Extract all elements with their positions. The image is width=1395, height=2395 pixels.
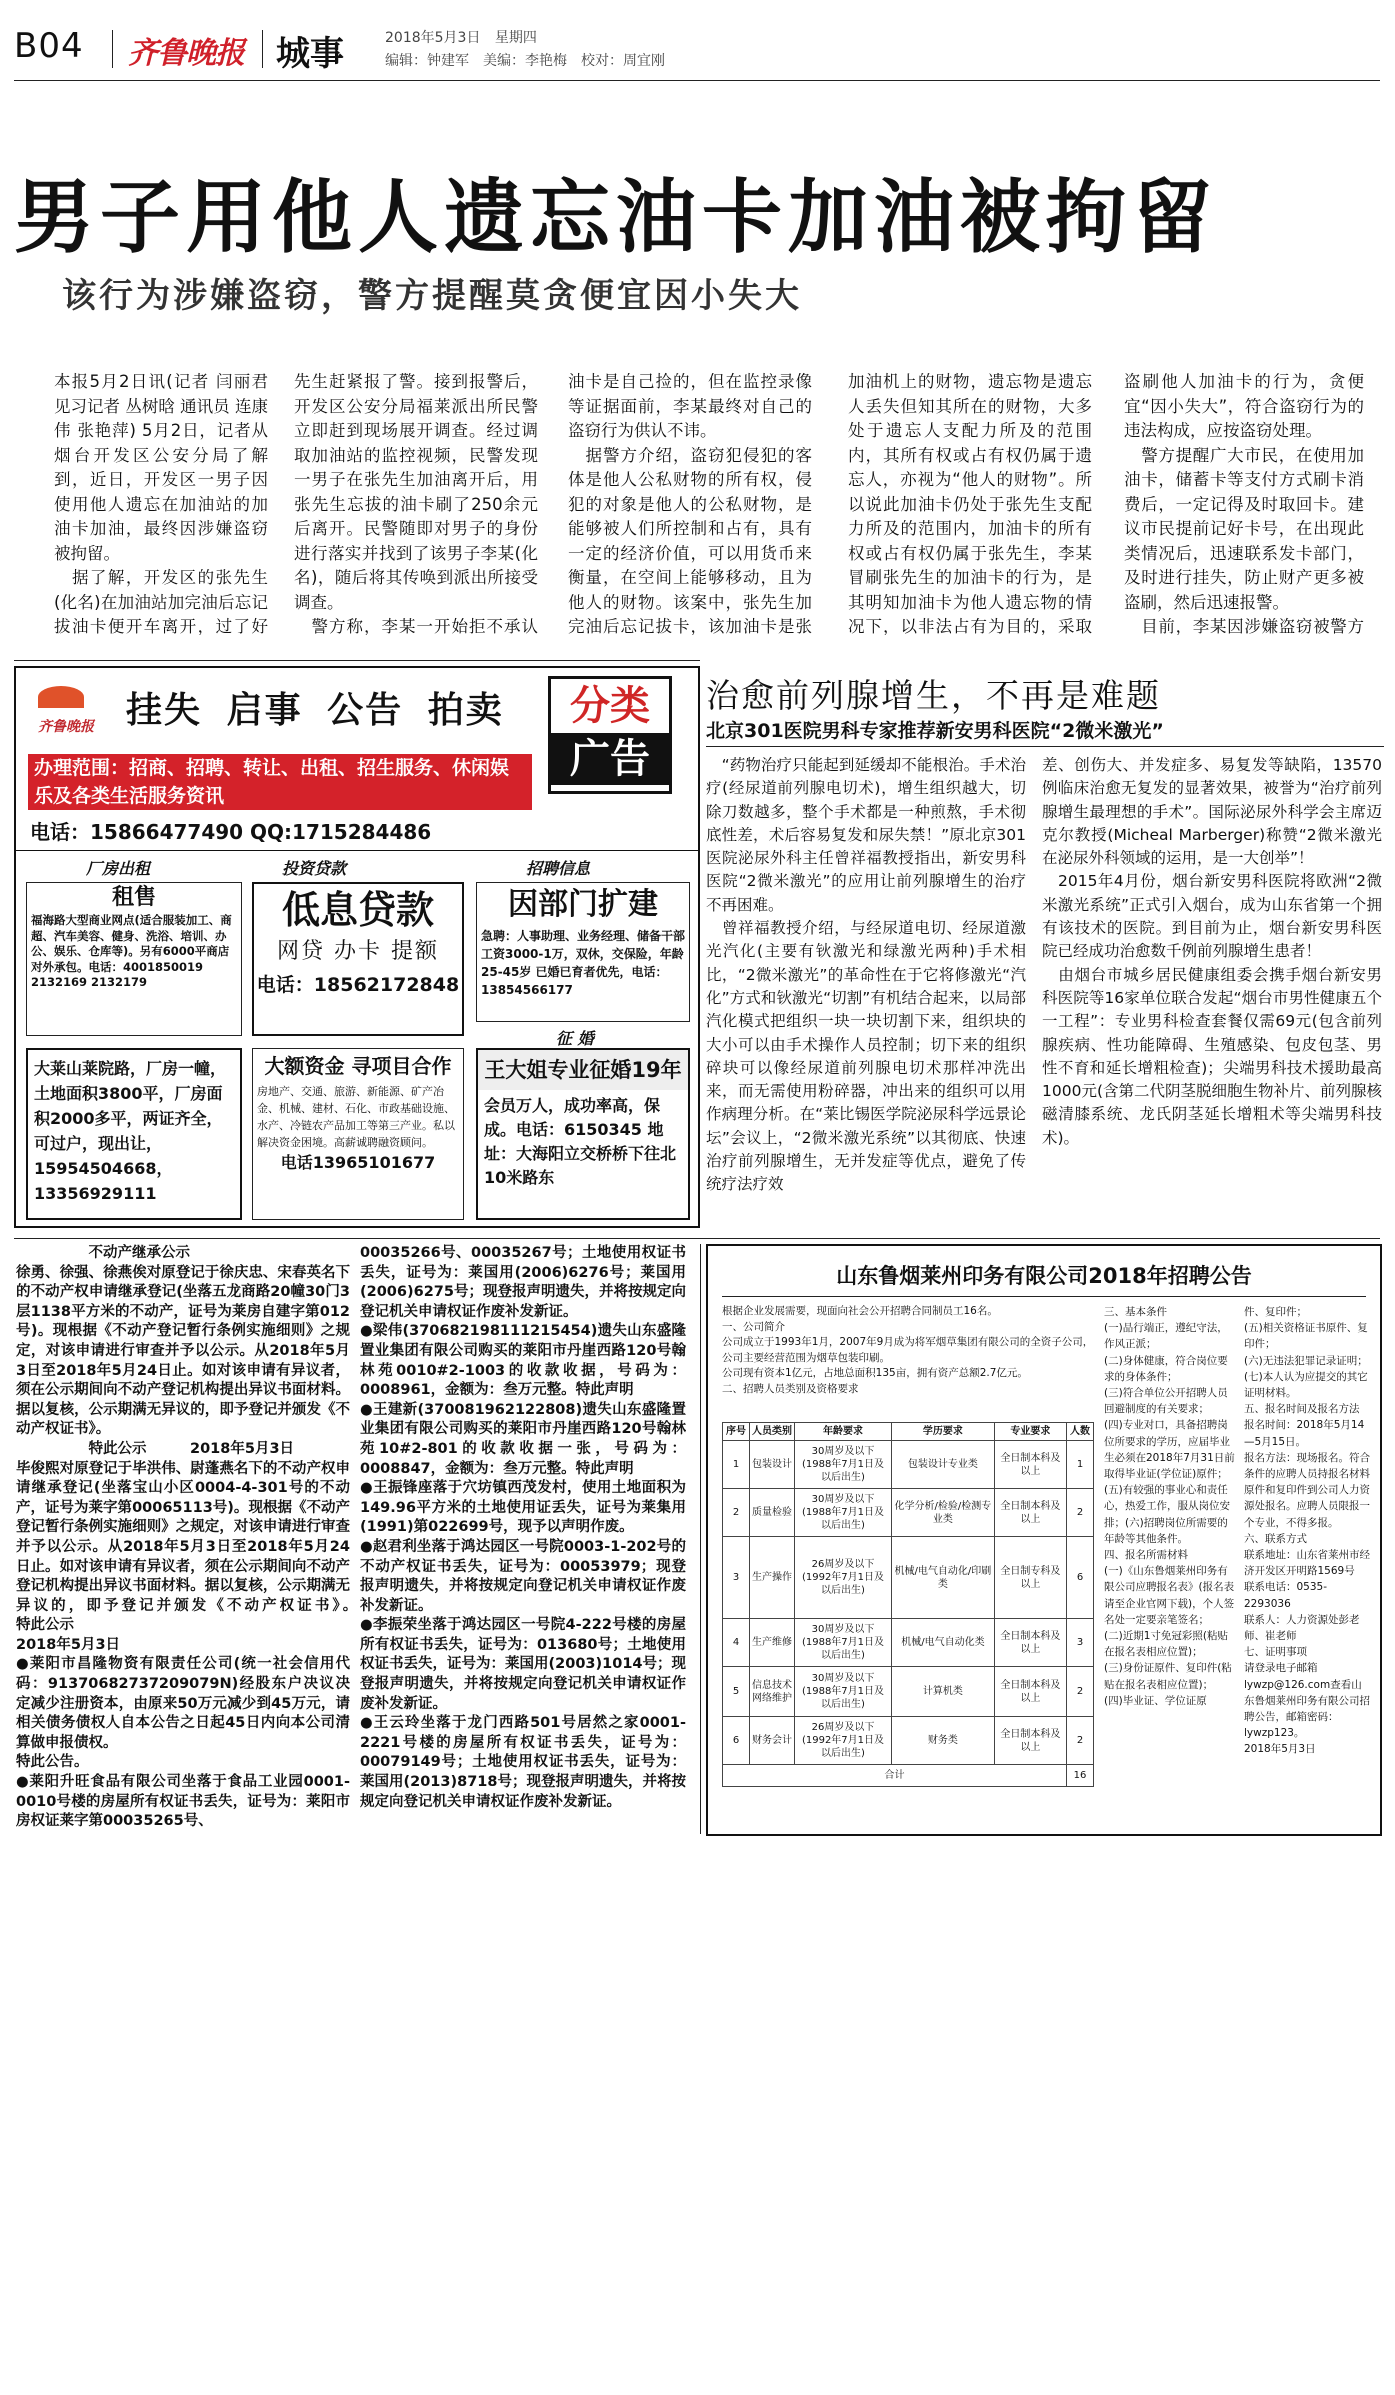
ad-rent-title: 租售 [111, 885, 156, 910]
health-title: 治愈前列腺增生，不再是难题 [706, 676, 1161, 715]
ad-loan-phone: 电话：18562172848 [256, 974, 460, 996]
recruit-col-2: 三、基本条件 (一)品行端正，遵纪守法，作风正派； (二)身体健康，符合岗位要求的身体条件； (三)符合单位公开招聘人员回避制度的有关要求； (四)专业对口，具备招聘岗位所要求的学历，应届毕业生必须在2018年7月31日前取得毕业证(学位证)原件； (五)有较强的事业心和责任心，热爱工作，服从岗位安排；(六)招聘岗位所需要的年龄等其他条件。 四、报名所需材料 (一)《山东鲁烟莱州印务有限公司应聘报名表》(报名表请至企业官网下载)，个人签名处一定要亲笔签名； (二)近期1寸免冠彩照(粘贴在报名表相应位置)； (三)身份证原件、复印件(粘贴在报名表相应位置)； (四)毕业证、学位证原 [1104, 1306, 1235, 1707]
cell: 全日制本科及以上 [994, 1619, 1066, 1667]
ad-fund-text: 房地产、交通、旅游、新能源、矿产冶金、机械、建材、石化、市政基础设施、水产、冷链农产品加工等第三产业。私以解决资金困境。高薪诚聘融资顾问。 [257, 1085, 455, 1149]
cell: 全日制本科及以上 [994, 1717, 1066, 1765]
cell: 全日制本科及以上 [994, 1489, 1066, 1537]
category-badge [548, 676, 672, 794]
recruit-title: 山东鲁烟莱州印务有限公司2018年招聘公告 [836, 1264, 1252, 1288]
cell: 30周岁及以下(1988年7月1日及以后出生) [795, 1441, 892, 1489]
cell: 1 [723, 1441, 750, 1489]
cell: 计算机类 [892, 1667, 995, 1717]
cat-loan: 投资贷款 [282, 859, 347, 878]
cat-marry: 征 婚 [556, 1029, 594, 1048]
cell: 全日制本科及以上 [994, 1667, 1066, 1717]
cell: 2 [1067, 1667, 1094, 1717]
cell: 机械/电气自动化/印刷类 [892, 1537, 995, 1619]
table-total-row [723, 1765, 1094, 1787]
cell: 生产维修 [750, 1619, 795, 1667]
ad-fund-phone: 电话13965101677 [280, 1153, 436, 1172]
health-col-1: “药物治疗只能起到延缓却不能根治。手术治疗(经尿道前列腺电切术)，增生组织越大，切除刀数越多，整个手术都是一种煎熬，手术彻底性差，术后容易复发和尿失禁！”原北京301医院泌尿外科主任曾祥福教授指出，新安男科医院“2微米激光”的应用让前列腺增生的治疗不再困难。 曾祥福教授介绍，与经尿道电切、经尿道激光汽化(主要有钬激光和绿激光两种)手术相比，“2微米激光”的革命性在于它将修激光“汽化”方式和钬激光“切割”有机结合起来，以局部汽化模式把组织一块一块切割下来，组织块的大小可以由手术操作人员控制；切下来的组织碎块可以像经尿道前列腺电切术那样冲洗出来，而无需使用粉碎器，冲出来的组织可以用作病理分析。在“莱比锡医学院泌尿科学远景论坛”会议上，“2微米激光系统”以其彻底、快速治疗前列腺增生，无并发症等优点，避免了传统疗法疗效 [706, 756, 1026, 1194]
lead-col-1: 本报5月2日讯(记者 闫丽君 见习记者 丛树晗 通讯员 连康伟 张艳萍) 5月2日，记者从烟台开发区公安分局了解到，近日，开发区一男子因使用他人遗忘在加油站的加油卡加油，最终因涉嫌盗窃被拘留。 据了解，开发区的张先生(化名)在加油站加完油后忘记拔油卡便开车离开，过了好 [54, 372, 268, 635]
ad-marriage-title: 王大姐专业征婚19年 [478, 1050, 688, 1090]
cell: 信息技术网络维护 [750, 1667, 795, 1717]
banner-word-1: 挂失 [126, 690, 203, 731]
ads-banner [126, 682, 504, 733]
health-subtitle: 北京301医院男科专家推荐新安男科医院“2微米激光” [706, 720, 1164, 742]
cell: 财务类 [892, 1717, 995, 1765]
ad-job-text: 急聘：人事助理、业务经理、储备干部 工资3000-1万，双休，交保险，年龄25-45岁 已婚已育者优先，电话：13854566177 [481, 929, 686, 997]
lead-col-3: 油卡是自己捡的，但在监控录像等证据面前，李某最终对自己的盗窃行为供认不讳。 据警方介绍，盗窃犯侵犯的客体是他人公私财物的所有权，侵犯的对象是他人的公私财物，是能够被人们所控制和占有，具有一定的经济价值，可以用货币来衡量，在空间上能够移动，且为他人的财物。该案中，张先生加完油后忘记拔卡，该加油卡是张 [568, 372, 812, 635]
cell: 化学分析/检验/检测专业类 [892, 1489, 995, 1537]
cell: 2 [1067, 1717, 1094, 1765]
cell: 30周岁及以下(1988年7月1日及以后出生) [795, 1619, 892, 1667]
cell: 6 [723, 1717, 750, 1765]
banner-word-3: 公告 [327, 690, 404, 731]
cell: 2 [723, 1489, 750, 1537]
th-edu: 学历要求 [892, 1423, 995, 1441]
issue-weekday: 星期四 [494, 30, 537, 46]
cell: 5 [723, 1667, 750, 1717]
th-type: 人员类别 [750, 1423, 795, 1441]
notices-col-1: 不动产继承公示 徐勇、徐强、徐燕俟对原登记于徐庆忠、宋春英名下的不动产权申请继承登记(坐落五龙商路20幢30门3层1138平方米的不动产，证号为莱房自建字第012号)。现根据《不动产登记暂行条例实施细则》之规定，对该申请进行审查并予以公示。从2018年5月3日至2018年5月24日止。如对该申请有异议者，须在公示期间向不动产登记机构提出异议书面材料。据以复核，公示期满无异议的，即予登记并颁发《不动产权证书》。 特此公示 2018年5月3日 毕俊熙对原登记于毕洪伟、尉蓬燕名下的不动产权申请继承登记(坐落宝山小区0004-4-301号的不动产，证号为莱字第00065113号)。现根据《不动产登记暂行条例实施细则》之规定，对该申请进行审查并予以公示。从2018年5月3日至2018年5月24日止。如对该申请有异议者，须在公示期间向不动产登记机构提出异议书面材料。据以复核，公示期满无异议的，即予登记并颁发《不动产权证书》。 特此公示 2018年5月3日 ●莱阳市昌隆物资有限责任公司(统一社会信用代码：91370682737209079N)经股东户决议决定减少注册资本，由原来50万元减少到45万元，请相关债务债权人自本公告之日起45日内向本公司清算做申报债权。 特此公告。 ●莱阳升旺食品有限公司坐落于食品工业园0001-0010号楼的房屋所有权证书丢失，证号为：莱阳市房权证莱字第00035265号、 [16, 1245, 350, 1830]
recruit-col-3: 件、复印件； (五)相关资格证书原件、复印件； (六)无违法犯罪记录证明； (七)本人认为应提交的其它证明材料。 五、报名时间及报名方法 报名时间：2018年5月14—5月15日。 报名方法：现场报名。符合条件的应聘人员持报名材料原件和复印件到公司人力资源处报名。应聘人员限报一个专业，不得多报。 六、联系方式 联系地址：山东省莱州市经济开发区开明路1569号 联系电话：0535-2293036 联系人：人力资源处彭老师、崔老师 七、证明事项 请登录电子邮箱lywzp@126.com查看山东鲁烟莱州印务有限公司招聘公告，邮箱密码：lywzp123。 2018年5月3日 [1244, 1306, 1370, 1756]
cell: 4 [723, 1619, 750, 1667]
ad-marriage [476, 1048, 690, 1220]
banner-word-2: 启事 [226, 690, 303, 731]
ad-factory [26, 1048, 242, 1220]
total-label: 合计 [723, 1765, 1067, 1787]
table-row [723, 1441, 1094, 1489]
section-name: 城事 [276, 34, 344, 74]
issue-date: 2018年5月3日 [385, 30, 481, 46]
subheadline: 该行为涉嫌盗窃，警方提醒莫贪便宜因小失大 [62, 276, 802, 316]
lead-col-2: 先生赶紧报了警。接到报警后，开发区公安分局福莱派出所民警立即赶到现场展开调查。经过调取加油站的监控视频，民警发现一男子在张先生加油离开后，用张先生忘拔的油卡刷了250余元后离开。民警随即对男子的身份进行落实并找到了该男子李某(化名)，随后将其传唤到派出所接受调查。 警方称，李某一开始拒不承认 [294, 372, 538, 635]
ad-factory-text: 大莱山莱院路，厂房一幢，土地面积3800平，厂房面积2000多平，两证齐全，可过户，现出让，15954504668，13356929111 [34, 1059, 227, 1203]
cell: 3 [1067, 1619, 1094, 1667]
cell: 3 [723, 1537, 750, 1619]
cat-job: 招聘信息 [526, 859, 591, 878]
classified-ads [14, 666, 700, 1228]
cell: 1 [1067, 1441, 1094, 1489]
table-row [723, 1619, 1094, 1667]
ads-brand: 齐鲁晚报 [38, 719, 94, 735]
ad-job [476, 882, 690, 1022]
staff-line: 编辑：钟建军 美编：李艳梅 校对：周宜刚 [385, 53, 665, 69]
table-row [723, 1667, 1094, 1717]
cell: 30周岁及以下(1988年7月1日及以后出生) [795, 1489, 892, 1537]
th-count: 人数 [1067, 1423, 1094, 1441]
ad-loan-title: 低息贷款 [281, 888, 434, 932]
notices-col-2: 00035266号、00035267号；土地使用权证书丢失，证号为：莱国用(2006)6276号；莱国用(2006)6275号；现登报声明遗失，并将按规定向登记机关申请权证作废补发新证。 ●梁伟(370682198111215454)遗失山东盛隆置业集团有限公司购买的莱阳市丹崖西路120号翰林苑0010#2-1003的收款收据，号码为：0008961，金额为：叁万元整。特此声明 ●王建新(370081962122808)遗失山东盛隆置业集团有限公司购买的莱阳市丹崖西路120号翰林苑10#2-801的收款收据一张，号码为：0008847，金额为：叁万元整。特此声明 ●王振锋座落于穴坊镇西茂发村，使用土地面积为149.96平方米的土地使用证丢失，证号为莱集用(1991)第022699号，现予以声明作废。 ●赵君利坐落于鸿达园区一号院0003-1-202号的不动产权证书丢失，证号为：00053979；现登报声明遗失，并将按规定向登记机关申请权证作废补发新证。 ●李振荣坐落于鸿达园区一号院4-222号楼的房屋所有权证书丢失，证号为：013680号；土地使用权证书丢失，证号为：莱国用(2003)1014号；现登报声明遗失，并将按规定向登记机关申请权证作废补发新证。 ●王云玲坐落于龙门西路501号居然之家0001-2221号楼的房屋所有权证书丢失，证号为：00079149号；土地使用权证书丢失，证号为：莱国用(2013)8718号；现登报声明遗失，并将按规定向登记机关申请权证作废补发新证。 [360, 1245, 686, 1810]
cell: 包装设计专业类 [892, 1441, 995, 1489]
cell: 机械/电气自动化类 [892, 1619, 995, 1667]
ad-marriage-text: 会员万人，成功率高，保成。电话：6150345 地址：大海阳立交桥桥下往北10米路东 [484, 1096, 677, 1187]
lead-col-5: 盗刷他人加油卡的行为，贪便宜“因小失大”，符合盗窃行为的违法构成，应按盗窃处理。 警方提醒广大市民，在使用加油卡，储蓄卡等支付方式刷卡消费后，一定记得及时取回卡。建议市民提前记好卡号，在出现此类情况后，迅速联系发卡部门，及时进行挂失，防止财产更多被盗刷，然后迅速报警。 目前，李某因涉嫌盗窃被警方 [1124, 372, 1364, 635]
recruit-table [722, 1422, 1094, 1787]
page-number: B04 [14, 26, 84, 66]
ad-fund-title: 大额资金 寻项目合作 [264, 1054, 452, 1078]
table-row [723, 1489, 1094, 1537]
cell: 包装设计 [750, 1441, 795, 1489]
recruit-table-header [723, 1423, 1094, 1441]
ad-job-title: 因部门扩建 [508, 887, 658, 922]
cell: 全日制本科及以上 [994, 1441, 1066, 1489]
cat-rent: 厂房出租 [86, 859, 151, 878]
cell: 财务会计 [750, 1717, 795, 1765]
th-age: 年龄要求 [795, 1423, 892, 1441]
ad-fund [252, 1048, 464, 1220]
health-col-2: 差、创伤大、并发症多、易复发等缺陷，13570例临床治愈无复发的显著效果，被誉为“治疗前列腺增生最理想的手术”。国际泌尿外科学会主席迈克尔教授(Micheal Marberger)称赞“2微米激光在泌尿外科领域的运用，是一大创举”！ 2015年4月份，烟台新安男科医院将欧洲“2微米激光系统”正式引入烟台，成为山东省第一个拥有该技术的医院。到目前为止，烟台新安男科医院已经成功治愈数千例前列腺增生患者！ 由烟台市城乡居民健康组委会携手烟台新安男科医院等16家单位联合发起“烟台市男性健康五个一工程”：专业男科检查套餐仅需69元(包含前列腺疾病、性功能障碍、生殖感染、包皮包茎、男性不育和延长增粗检查)；尖端男科技术援助最高1000元(含第二代阴茎脱细胞生物补片、前列腺核磁清膝系统、龙氏阴茎延长增粗术等尖端男科技术)。 [1042, 756, 1382, 1147]
cell: 全日制专科及以上 [994, 1537, 1066, 1619]
ad-loan [252, 882, 464, 1036]
cell: 30周岁及以下(1988年7月1日及以后出生) [795, 1667, 892, 1717]
ad-loan-sub: 网贷 办卡 提额 [277, 939, 439, 964]
cell: 质量检验 [750, 1489, 795, 1537]
total-value: 16 [1067, 1765, 1094, 1787]
ad-rent [26, 882, 242, 1036]
th-no: 序号 [723, 1423, 750, 1441]
lead-col-4: 加油机上的财物，遗忘物是遗忘人丢失但知其所在的财物，大多处于遗忘人支配力所及的范围内，其所有权或占有权仍属于遗忘人，亦视为“他人的财物”。所以说此加油卡仍处于张先生支配力所及的范围内，加油卡的所有权或占有权仍属于张先生，李某冒刷张先生的加油卡的行为，是其明知加油卡为他人遗忘物的情况下，以非法占有为目的，采取 [848, 372, 1092, 635]
cell: 6 [1067, 1537, 1094, 1619]
ad-rent-text: 福海路大型商业网点(适合服装加工、商超、汽车美容、健身、洗浴、培训、办公、娱乐、仓库等)。另有6000平商店对外承包。电话：4001850019 2132169 2132179 [31, 913, 232, 989]
cell: 生产操作 [750, 1537, 795, 1619]
ads-scope: 办理范围：招商、招聘、转让、出租、招生服务、休闲娱乐及各类生活服务资讯 [28, 754, 532, 810]
cell: 2 [1067, 1489, 1094, 1537]
headline: 男子用他人遗忘油卡加油被拘留 [14, 171, 1218, 264]
table-row [723, 1537, 1094, 1619]
th-major: 专业要求 [994, 1423, 1066, 1441]
banner-word-4: 拍卖 [427, 690, 504, 731]
table-row [723, 1717, 1094, 1765]
recruitment-notice [706, 1244, 1382, 1836]
cell: 26周岁及以下(1992年7月1日及以后出生) [795, 1537, 892, 1619]
badge-top: 分类 [570, 683, 650, 729]
ads-phone: 电话：15866477490 QQ:1715284486 [30, 820, 432, 844]
recruit-intro: 根据企业发展需要，现面向社会公开招聘合同制员工16名。 一、公司简介 公司成立于1993年1月，2007年9月成为将军烟草集团有限公司的全资子公司，公司主要经营范围为烟草包装印刷。 公司现有资本1亿元，占地总面积135亩，拥有资产总额2.7亿元。 二、招聘人员类别及资格要求 [722, 1305, 1094, 1395]
cell: 26周岁及以下(1992年7月1日及以后出生) [795, 1717, 892, 1765]
badge-bottom: 广告 [551, 733, 669, 785]
paper-logo: 齐鲁晚报 [128, 36, 244, 71]
